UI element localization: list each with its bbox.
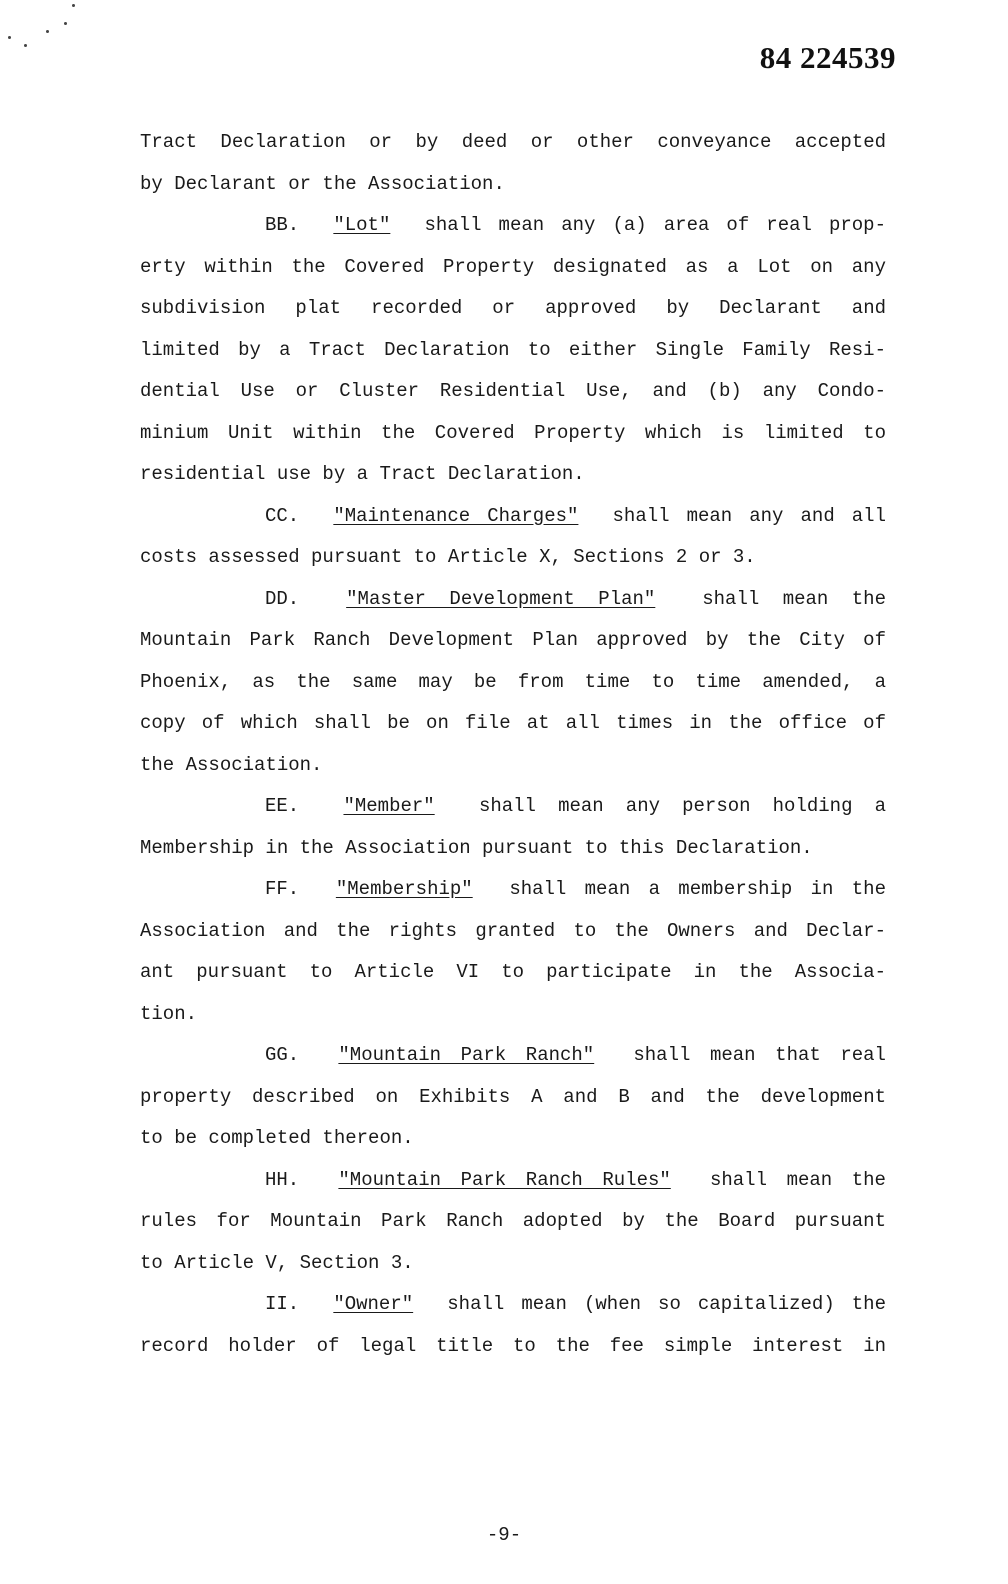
text-line: record holder of legal title to the fee simple interest in [140, 1334, 886, 1357]
text-line: tion. [140, 1002, 198, 1025]
definition-text: shall mean the [709, 1168, 886, 1191]
definition-bb [140, 215, 886, 257]
text-line: ant pursuant to Article VI to participate in the Associa- [140, 961, 886, 983]
text-line: erty within the Covered Property designated as a Lot on any [140, 255, 886, 278]
definition-text: shall mean any and all [612, 504, 886, 527]
defined-term: "Member" [343, 795, 435, 817]
definition-text: shall mean a membership in the [509, 878, 886, 900]
text-line: Phoenix, as the same may be from time to time amended, a [140, 670, 886, 693]
text-line: copy of which shall be on file at all times in the office of [140, 712, 886, 734]
text-line: Mountain Park Ranch Development Plan approved by the City of [140, 629, 886, 651]
scan-speck [64, 22, 67, 25]
text-line: limited by a Tract Declaration to either Single Family Resi- [140, 338, 886, 361]
text-line: property described on Exhibits A and B and the development [140, 1085, 886, 1108]
scan-speck [72, 4, 75, 7]
defined-term: "Mountain Park Ranch Rules" [338, 1168, 671, 1191]
defined-term: "Membership" [335, 878, 473, 900]
text-line: the Association. [140, 753, 323, 776]
definition-text: shall mean any (a) area of real prop- [424, 214, 886, 236]
scan-speck [46, 30, 49, 33]
definition-text: shall mean (when so capitalized) the [447, 1293, 886, 1315]
defined-term: "Maintenance Charges" [333, 504, 579, 527]
text-line: to Article V, Section 3. [140, 1251, 414, 1274]
definition-label: FF. [265, 878, 300, 900]
text-line: to be completed thereon. [140, 1127, 414, 1149]
text-line: by Declarant or the Association. [140, 172, 505, 195]
document-number: 84 224539 [759, 40, 896, 75]
definition-text: shall mean the [702, 587, 886, 610]
scan-speck [8, 36, 11, 39]
text-line: residential use by a Tract Declaration. [140, 463, 585, 485]
definition-label: DD. [265, 587, 300, 610]
text-line: dential Use or Cluster Residential Use, and (b) any Condo- [140, 380, 886, 402]
text-line: costs assessed pursuant to Article X, Sections 2 or 3. [140, 546, 756, 568]
definition-gg [140, 1045, 886, 1087]
defined-term: "Lot" [333, 214, 391, 236]
text-line: subdivision plat recorded or approved by Declarant and [140, 297, 886, 319]
page-number: -9- [486, 1524, 522, 1546]
definition-hh [140, 1170, 886, 1212]
definition-label: CC. [265, 504, 300, 527]
definition-text: shall mean any person holding a [478, 795, 886, 817]
definition-label: GG. [265, 1044, 300, 1066]
definition-ee [140, 796, 886, 838]
text-line: Membership in the Association pursuant to this Declaration. [140, 836, 813, 859]
definition-ii [140, 1294, 886, 1336]
definition-label: EE. [265, 795, 300, 817]
text-line: minium Unit within the Covered Property which is limited to [140, 421, 886, 444]
defined-term: "Owner" [333, 1293, 414, 1315]
text-line: rules for Mountain Park Ranch adopted by the Board pursuant [140, 1210, 886, 1232]
text-line: Tract Declaration or by deed or other conveyance accepted [140, 131, 886, 153]
definition-cc [140, 506, 886, 548]
defined-term: "Master Development Plan" [346, 587, 656, 610]
definition-text: shall mean that real [633, 1044, 886, 1066]
body-text [140, 132, 886, 1377]
scan-speck [24, 44, 27, 47]
definition-dd [140, 589, 886, 631]
defined-term: "Mountain Park Ranch" [338, 1044, 595, 1066]
definition-ff [140, 879, 886, 921]
definition-label: BB. [265, 214, 300, 236]
text-line: Association and the rights granted to the Owners and Declar- [140, 919, 886, 942]
definition-label: HH. [265, 1168, 300, 1191]
definition-label: II. [265, 1293, 300, 1315]
